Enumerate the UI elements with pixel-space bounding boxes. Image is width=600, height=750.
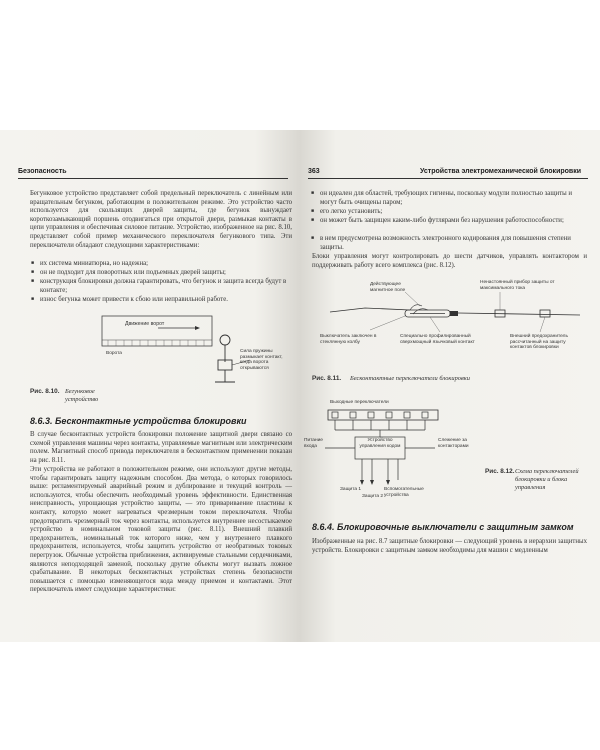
label-guard-2: Защита 2 — [362, 494, 384, 499]
page-number-right: 363 — [308, 168, 320, 175]
bullet-item: ■ конструкция блокировки должна гарантировать, что бегунок и защита всегда будут в контакте; — [40, 278, 292, 295]
section-title-8-6-3: 8.6.3. Бесконтактные устройства блокировки — [30, 416, 247, 426]
label-spring-force: Сила пружины размыкает контакт, когда ворота открываются — [240, 349, 283, 371]
caption-8-10-text: Бегунковое устройство — [65, 388, 99, 403]
label-gate-motion: Движение ворот — [125, 321, 165, 327]
body-paragraph-2: Эти устройства не работают в положительном режиме, они используют другие методы, чтобы гарантировать защиту надежным способом. Два метода, о которых говорилось выше: регламентируемый аварийный режим и дублирование и текущий контроль — используются, чтобы обеспечить необходимый уровень эффективности. Единственная неисправность, упрощающая устройство защиты, — это привариваение пластины к контакту, которую может нагреваться чрезмерным током переключателя. Чтобы предотвратить чрезмерный ток через контакты, используется внутреннее несостыкаемое устройство в номинальном токовой защиты (рис. 8.11). Внешний плавкий предохранитель, номинальный ток которого ниже, чем у внутреннего плавкого предохранителя, используется, чтобы защитить устройство от необратимых токовых перегрузок. Обычные устройства приближения, активируемые стальными сердечниками, являются неподходящей заменой, поскольку другие объекты могут вызвать ложное срабатывание. В некоторых бесконтактных устройствах степень безопасности повышается с помощью изменяющегося кода между приемом и контактами. Этот переключатель имеет следующие характеристики: — [30, 466, 292, 594]
book-spread — [0, 130, 600, 642]
label-magnetic-field: Действующее магнитное поле — [370, 282, 406, 293]
bullet-item: ■ в нем предусмотрена возможность электронного кодирования для повышения степени защиты. — [320, 235, 585, 252]
header-rule-left — [18, 178, 288, 179]
caption-8-12-number: Рис. 8.12. — [485, 468, 515, 475]
header-rule-right — [308, 178, 588, 179]
caption-8-12-text: Схема переключателей блокировки и блока управления — [515, 468, 579, 491]
caption-8-11-text: Бесконтактные переключатели блокировки — [350, 375, 470, 382]
left-page — [0, 130, 300, 642]
bullet-item: ■ износ бегунка может привести к сбою или неправильной работе. — [40, 296, 292, 305]
label-glass-bulb: Выключатель заключен в стеклянную колбу — [320, 334, 377, 345]
body-paragraph-right: Изображенные на рис. 8.7 защитные блокировки — следующий уровень в иерархии защитных устройств. Блокировки с защитным замком необходимы для машин с медленным — [312, 538, 587, 554]
bullet-item: ■ он не подходит для поворотных или подъемных дверей защиты; — [40, 269, 292, 278]
label-external-fuse: Внешний предохранитель рассчитанный на защиту контактов блокировки — [510, 334, 568, 351]
control-unit-paragraph: Блоки управления могут контролировать до шести датчиков, управлять контактором и поддерживать работу всего комплекса (рис. 8.12). — [312, 253, 587, 269]
running-head-left: Безопасность — [18, 168, 67, 175]
right-page — [300, 130, 600, 642]
label-overcurrent-device: Ненастоянный прибор защиты от максимального тока — [480, 280, 555, 291]
label-contactor-monitor: Слежение за контакторами — [438, 438, 469, 449]
label-control-unit: Устройство управления кодом — [359, 438, 401, 449]
bullet-item: ■ их система миниатюрна, но надежна; — [40, 260, 292, 269]
label-aux-devices: Вспомогательные устройства — [384, 487, 424, 498]
label-gate: Ворота — [106, 351, 122, 356]
label-output-switches: Выходные переключатели — [330, 400, 389, 405]
section-title-8-6-4: 8.6.4. Блокировочные выключатели с защитным замком — [312, 522, 574, 532]
running-head-right: Устройства электромеханической блокировки — [420, 168, 582, 175]
bullet-item: ■ он может быть защищен каким-либо футлярами без нарушения работоспособности; — [320, 217, 585, 226]
bullet-item: ■ он идеален для областей, требующих гигиены, поскольку модули полностью защиты и могут быть очищены паром; — [320, 190, 585, 207]
body-paragraph-1: В случае бесконтактных устройств блокировки положение защитной двери связано со схемой управления машины через контакты, управляемые магнитным или электрическим полем. Магнитный способ привода переключателя в бесконтактном применении показан на рис. 8.11. — [30, 431, 292, 464]
intro-paragraph: Бегунковое устройство представляет собой предельный переключатель с линейным или вращательным бегунком, работающим в положительном режиме. Это устройство часто используется для скользящих дверей защиты, где бегунок вынуждает короткозамыкающий поршень отодвигаться при открытой двери, размыкая контакты в цепи управления и обеспечивая силовое питание. Устройство, изображенное на рис. 8.10, представляет собой пример механического переключателя бегункового типа. Эти переключатели обладают следующими характеристиками: — [30, 190, 292, 249]
label-reed-contact: Специально профилированный сверхмощный язычковый контакт — [400, 334, 475, 345]
label-guard-1: Защита 1 — [340, 487, 362, 492]
caption-8-10-number: Рис. 8.10. — [30, 388, 60, 395]
caption-8-11-number: Рис. 8.11. — [312, 375, 342, 382]
label-input-power: Питание входа — [304, 438, 323, 449]
bullet-item: ■ его легко установить; — [320, 208, 585, 217]
